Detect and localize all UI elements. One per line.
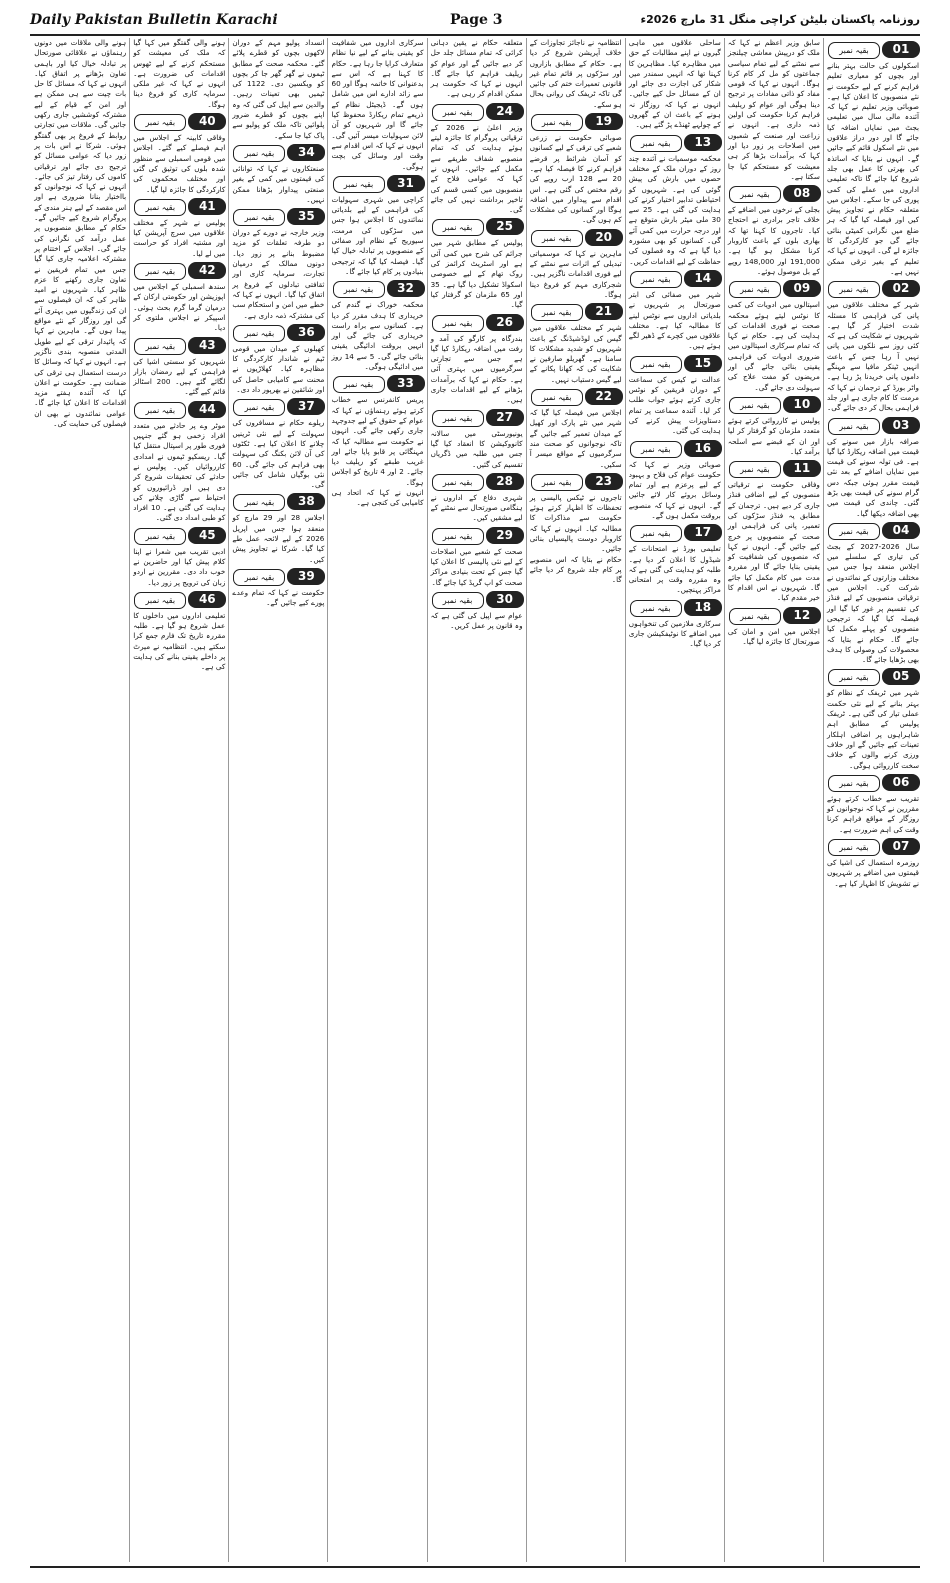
news-text: صنعتکاروں نے کہا کہ توانائی کی قیمتوں میں کمی کے بغیر صنعتی پیداوار بڑھانا ممکن نہیں۔	[232, 163, 325, 204]
continuation-tag	[826, 417, 920, 434]
continuation-number: 11	[783, 460, 821, 477]
news-text: صوبائی حکومت نے زرعی شعبے کی ترقی کے لیے کسانوں کو آسان شرائط پر قرضے فراہم کرنے کا فیصلہ کیا ہے۔ 20 سے 128 ارب روپے کی رقم مختص کی گئی ہے۔ اس اقدام سے پیداوار میں اضافہ ہوگا اور کسانوں کی مشکلات کم ہوں گی۔	[529, 133, 622, 225]
continuation-number: 34	[287, 144, 325, 161]
continuation-number: 05	[882, 668, 920, 685]
continuation-number: 45	[188, 527, 226, 544]
continuation-tag	[430, 473, 524, 490]
news-text: شہری دفاع کے اداروں نے ہنگامی صورتحال سے نمٹنے کے لیے مشقیں کیں۔	[430, 492, 523, 523]
continuation-number: 33	[387, 375, 425, 392]
news-column	[628, 38, 722, 1562]
continuation-tag	[529, 473, 623, 490]
news-text: صوبائی وزیر نے کہا کہ حکومت عوام کی فلاح و بہبود کے لیے پرعزم ہے اور تمام وسائل بروئے کار لائے جائیں گے۔ انہوں نے کہا کہ منصوبے بروقت مکمل ہوں گے۔	[628, 459, 721, 520]
news-text: سال 2026-2027 کے بجٹ کی تیاری کے سلسلے میں اجلاس منعقد ہوا جس میں مختلف وزارتوں کے نمائندوں نے شرکت کی۔ اجلاس میں ترقیاتی منصوبوں کے لیے فنڈز کی تقسیم پر غور کیا گیا اور فیصلہ کیا گیا کہ ترجیحی منصوبوں کو پہلے مکمل کیا جائے گا۔ حکام نے بتایا کہ محصولات کی وصولی کا ہدف بھی بڑھایا جائے گا۔	[827, 541, 919, 665]
continuation-number: 14	[684, 270, 722, 287]
continuation-label: بقیہ نمبر	[828, 523, 880, 540]
continuation-tag	[430, 314, 524, 331]
continuation-tag	[628, 440, 722, 457]
continuation-label: بقیہ نمبر	[233, 145, 285, 162]
continuation-label: بقیہ نمبر	[233, 399, 285, 416]
news-text: صرافہ بازار میں سونے کی قیمت میں اضافہ ریکارڈ کیا گیا ہے۔ فی تولہ سونے کی قیمت میں نمایاں اضافے کے بعد نئی قیمت مقرر ہوئی جبکہ دس گرام سونے کی قیمت بھی بڑھ گئی۔ چاندی کی قیمت میں بھی اضافہ دیکھا گیا۔	[827, 436, 919, 518]
page-number: Page 3	[450, 12, 503, 28]
news-text: متعلقہ حکام نے یقین دہانی کرائی کہ تمام مسائل جلد حل کر دیے جائیں گے اور عوام کو ریلیف فراہم کیا جائے گا۔ انہوں نے کہا کہ حکومت ہر ممکن اقدام کر رہی ہے۔	[430, 38, 523, 99]
continuation-number: 36	[287, 324, 325, 341]
continuation-number: 28	[486, 473, 524, 490]
news-text: بندرگاہ پر کارگو کی آمد و رفت میں اضافہ ریکارڈ کیا گیا ہے جس سے تجارتی سرگرمیوں میں بہتری آئی ہے۔ حکام نے کہا کہ برآمدات بڑھانے کے لیے اقدامات جاری ہیں۔	[430, 333, 523, 405]
continuation-label: بقیہ نمبر	[828, 418, 880, 435]
news-text: حکام نے بتایا کہ اس منصوبے پر کام جلد شروع کر دیا جائے گا۔	[529, 554, 622, 585]
continuation-label: بقیہ نمبر	[432, 592, 484, 609]
news-text: موٹر وے پر حادثے میں متعدد افراد زخمی ہو گئے جنہیں فوری طور پر اسپتال منتقل کیا گیا۔ ریسکیو ٹیموں نے امدادی کارروائیاں کیں۔ پولیس نے حادثے کی تحقیقات شروع کر دی ہیں اور ڈرائیوروں کو احتیاط سے گاڑی چلانے کی ہدایت کی گئی ہے۔ 10 افراد کو طبی امداد دی گئی۔	[133, 420, 226, 523]
continuation-tag	[430, 218, 524, 235]
continuation-label: بقیہ نمبر	[432, 474, 484, 491]
news-text: شہر میں ٹریفک کے نظام کو بہتر بنانے کے لیے نئی حکمت عملی تیار کی گئی ہے۔ ٹریفک پولیس کے مطابق اہم شاہراہوں پر اضافی اہلکار تعینات کیے جائیں گے اور خلاف ورزی کرنے والوں کے خلاف سخت کارروائی ہوگی۔	[827, 688, 919, 770]
continuation-tag	[132, 401, 226, 418]
news-text: سابق وزیر اعظم نے کہا کہ ملک کو درپیش معاشی چیلنجز سے نمٹنے کے لیے تمام سیاسی جماعتوں کو مل کر کام کرنا ہوگا۔ انہوں نے کہا کہ قومی مفاد کو ذاتی مفادات پر ترجیح دینا ہوگی اور عوام کو ریلیف فراہم کرنا حکومت کی اولین ذمہ داری ہے۔ انہوں نے زراعت اور صنعت کے شعبوں میں اصلاحات پر زور دیا اور کہا کہ برآمدات بڑھا کر ہی معیشت کو مستحکم کیا جا سکتا ہے۔	[727, 38, 820, 181]
news-column	[727, 38, 821, 1562]
continuation-label: بقیہ نمبر	[432, 410, 484, 427]
news-text: وزیر اعلیٰ نے 2026 کے ترقیاتی پروگرام کا جائزہ لیتے ہوئے ہدایت کی کہ تمام منصوبے شفاف طریقے سے مکمل کیے جائیں۔ انہوں نے کہا کہ عوامی فلاح کے منصوبوں میں کسی قسم کی تاخیر برداشت نہیں کی جائے گی۔	[430, 122, 523, 215]
news-text: عدالت نے کیس کی سماعت کے دوران فریقین کو نوٹس جاری کرتے ہوئے جواب طلب کر لیا۔ آئندہ سماعت پر تمام دستاویزات پیش کرنے کی ہدایت کی گئی۔	[628, 374, 721, 436]
continuation-tag	[231, 208, 325, 225]
continuation-label: بقیہ نمبر	[134, 592, 186, 609]
continuation-number: 12	[783, 607, 821, 624]
continuation-tag	[430, 527, 524, 544]
continuation-tag	[529, 229, 623, 246]
news-text: یونیورسٹی میں سالانہ کانووکیشن کا انعقاد کیا گیا جس میں طلبہ میں ڈگریاں تقسیم کی گئیں۔	[430, 428, 523, 469]
column-divider	[724, 38, 725, 1562]
news-text: پولیس کے مطابق شہر میں جرائم کی شرح میں کمی آئی ہے اور اسٹریٹ کرائمز کی روک تھام کے لیے خصوصی اسکواڈ تشکیل دیا گیا ہے۔ 35 اور 65 ملزمان کو گرفتار کیا گیا۔	[430, 238, 523, 310]
continuation-number: 15	[684, 355, 722, 372]
news-text: سرکاری اداروں میں شفافیت کو یقینی بنانے کے لیے نیا نظام متعارف کرایا جا رہا ہے۔ حکام کا کہنا ہے کہ اس سے بدعنوانی کا خاتمہ ہوگا اور 60 سے زائد ادارے اس میں شامل ہوں گے۔ ڈیجیٹل نظام کے ذریعے تمام ریکارڈ محفوظ کیا جائے گا اور شہریوں کو آن لائن سہولیات میسر آئیں گی۔ انہوں نے کہا کہ اس اقدام سے وقت اور وسائل کی بچت ہوگی۔	[331, 38, 424, 171]
continuation-label: بقیہ نمبر	[333, 176, 385, 193]
continuation-number: 42	[188, 262, 226, 279]
continuation-tag	[231, 493, 325, 510]
continuation-label: بقیہ نمبر	[233, 569, 285, 586]
news-text: کھیلوں کے میدان میں قومی ٹیم نے شاندار کارکردگی کا مظاہرہ کیا۔ کھلاڑیوں نے محنت سے کامیابی حاصل کی اور شائقین نے بھرپور داد دی۔	[232, 343, 325, 395]
continuation-label: بقیہ نمبر	[134, 402, 186, 419]
continuation-tag	[231, 144, 325, 161]
continuation-tag	[132, 591, 226, 608]
continuation-tag	[430, 103, 524, 120]
continuation-number: 25	[486, 218, 524, 235]
continuation-number: 30	[486, 591, 524, 608]
news-text: اسپتالوں میں ادویات کی کمی کا نوٹس لیتے ہوئے محکمہ صحت نے فوری اقدامات کی ہدایت کی ہے۔ حکام نے کہا کہ تمام سرکاری اسپتالوں میں ضروری ادویات کی فراہمی یقینی بنائی جائے گی اور مریضوں کو مفت علاج کی سہولت دی جائے گی۔	[727, 300, 820, 392]
continuation-number: 06	[882, 774, 920, 791]
continuation-tag	[132, 198, 226, 215]
continuation-label: بقیہ نمبر	[134, 263, 186, 280]
continuation-number: 08	[783, 185, 821, 202]
news-text: تعلیمی بورڈ نے امتحانات کے شیڈول کا اعلان کر دیا ہے۔ طلبہ کو ہدایت کی گئی ہے کہ وہ مقررہ وقت پر امتحانی مراکز پہنچیں۔	[628, 544, 721, 595]
news-text: انہوں نے کہا کہ اتحاد ہی کامیابی کی کنجی ہے۔	[331, 487, 424, 508]
continuation-number: 22	[585, 388, 623, 405]
news-column	[33, 38, 127, 1562]
continuation-label: بقیہ نمبر	[630, 600, 682, 617]
continuation-number: 16	[684, 440, 722, 457]
continuation-tag	[628, 524, 722, 541]
continuation-tag	[727, 185, 821, 202]
continuation-tag	[628, 134, 722, 151]
continuation-tag	[529, 113, 623, 130]
continuation-label: بقیہ نمبر	[432, 104, 484, 121]
continuation-label: بقیہ نمبر	[531, 230, 583, 247]
column-divider	[327, 38, 328, 1562]
continuation-label: بقیہ نمبر	[531, 114, 583, 131]
continuation-label: بقیہ نمبر	[828, 42, 880, 59]
news-text: ادبی تقریب میں شعرا نے اپنا کلام پیش کیا اور حاضرین نے خوب داد دی۔ مقررین نے اردو زبان کی ترویج پر زور دیا۔	[133, 546, 226, 587]
continuation-number: 23	[585, 473, 623, 490]
continuation-number: 41	[188, 198, 226, 215]
continuation-tag	[826, 41, 920, 58]
continuation-label: بقیہ نمبر	[729, 461, 781, 478]
continuation-label: بقیہ نمبر	[828, 281, 880, 298]
news-column	[132, 38, 226, 1562]
continuation-number: 29	[486, 527, 524, 544]
continuation-number: 44	[188, 401, 226, 418]
continuation-tag	[132, 262, 226, 279]
continuation-tag	[430, 409, 524, 426]
continuation-label: بقیہ نمبر	[333, 376, 385, 393]
continuation-tag	[430, 591, 524, 608]
continuation-label: بقیہ نمبر	[828, 669, 880, 686]
continuation-number: 17	[684, 524, 722, 541]
continuation-tag	[727, 396, 821, 413]
top-rule	[30, 34, 920, 36]
news-text: وفاقی کابینہ کے اجلاس میں اہم فیصلے کیے گئے۔ اجلاس میں قومی اسمبلی سے منظور شدہ بلوں کی توثیق کی گئی اور مختلف محکموں کی کارکردگی کا جائزہ لیا گیا۔	[133, 133, 226, 194]
news-text: ساحلی علاقوں میں ماہی گیروں نے اپنے مطالبات کے حق میں مظاہرہ کیا۔ مظاہرین کا کہنا تھا کہ انہیں سمندر میں شکار کی اجازت دی جائے اور ان کے مسائل حل کیے جائیں۔ انہوں نے کہا کہ روزگار نہ ہونے کے باعث ان کے گھروں کے چولہے ٹھنڈے پڑ گئے ہیں۔	[628, 38, 721, 130]
news-text: اسکولوں کی حالت بہتر بنانے اور بچوں کو معیاری تعلیم فراہم کرنے کے لیے حکومت نے نئے منصوبوں کا اعلان کیا ہے۔ صوبائی وزیر تعلیم نے کہا کہ آئندہ مالی سال میں تعلیمی بجٹ میں نمایاں اضافہ کیا جائے گا اور دور دراز علاقوں میں نئے اسکول قائم کیے جائیں گے۔ انہوں نے بتایا کہ اساتذہ کی بھرتی کا عمل بھی جلد شروع کیا جائے گا تاکہ تعلیمی اداروں میں عملے کی کمی پوری کی جا سکے۔ اجلاس میں متعلقہ حکام نے تجاویز پیش کیں اور فیصلہ کیا گیا کہ ہر ضلع میں نگرانی کمیٹی بنائی جائے گی جو کارکردگی کا جائزہ لے گی۔ انہوں نے کہا کہ تعلیم کے بغیر ترقی ممکن نہیں ہے۔	[827, 61, 919, 276]
continuation-number: 46	[188, 591, 226, 608]
column-divider	[129, 38, 130, 1562]
continuation-label: بقیہ نمبر	[134, 199, 186, 216]
continuation-label: بقیہ نمبر	[630, 525, 682, 542]
news-text: روزمرہ استعمال کی اشیا کی قیمتوں میں اضافے پر شہریوں نے تشویش کا اظہار کیا ہے۔	[827, 858, 919, 888]
continuation-tag	[826, 280, 920, 297]
continuation-label: بقیہ نمبر	[432, 219, 484, 236]
continuation-tag	[628, 355, 722, 372]
news-text: ماہرین نے کہا کہ موسمیاتی تبدیلی کے اثرات سے نمٹنے کے لیے فوری اقدامات ناگزیر ہیں۔ شجرکاری مہم کو فروغ دینا ہوگا۔	[529, 248, 622, 299]
continuation-number: 04	[882, 522, 920, 539]
news-text: شہریوں کو سستی اشیا کی فراہمی کے لیے رمضان بازار لگائے گئے ہیں۔ 200 اسٹالز قائم کیے گئے۔	[133, 356, 226, 397]
continuation-number: 38	[287, 493, 325, 510]
continuation-label: بقیہ نمبر	[134, 338, 186, 355]
news-text: تعلیمی اداروں میں داخلوں کا عمل شروع ہو گیا ہے۔ طلبہ مقررہ تاریخ تک فارم جمع کرا سکتے ہیں۔ انتظامیہ نے میرٹ پر داخلے یقینی بنانے کی ہدایت کی ہے۔	[133, 610, 226, 672]
continuation-label: بقیہ نمبر	[729, 281, 781, 298]
continuation-label: بقیہ نمبر	[432, 528, 484, 545]
news-text: سندھ اسمبلی کے اجلاس میں اپوزیشن اور حکومتی ارکان کے درمیان گرما گرم بحث ہوئی۔ اسپیکر نے اجلاس ملتوی کر دیا۔	[133, 282, 226, 333]
continuation-tag	[628, 270, 722, 287]
continuation-tag	[826, 774, 920, 791]
column-divider	[427, 38, 428, 1562]
continuation-tag	[727, 460, 821, 477]
continuation-tag	[727, 607, 821, 624]
continuation-tag	[529, 303, 623, 320]
continuation-number: 20	[585, 229, 623, 246]
continuation-number: 35	[287, 208, 325, 225]
news-text: پولیس نے شہر کے مختلف علاقوں میں سرچ آپریشن کیا اور مشتبہ افراد کو حراست میں لے لیا۔	[133, 217, 226, 258]
news-text: انسداد پولیو مہم کے دوران لاکھوں بچوں کو قطرے پلائے گئے۔ محکمہ صحت کے مطابق ٹیموں نے گھر گھر جا کر بچوں کو ویکسین دی۔ 1122 کی ٹیمیں بھی تعینات رہیں۔ والدین سے اپیل کی گئی کہ وہ اپنے بچوں کو قطرے ضرور پلوائیں تاکہ ملک کو پولیو سے پاک کیا جا سکے۔	[232, 38, 325, 140]
continuation-tag	[331, 375, 425, 392]
continuation-number: 03	[882, 417, 920, 434]
news-column	[826, 38, 920, 1562]
news-text: شہر میں صفائی کی ابتر صورتحال پر شہریوں نے بلدیاتی اداروں سے نوٹس لینے کا مطالبہ کیا ہے۔ مختلف علاقوں میں کچرے کے ڈھیر لگے ہوئے ہیں۔	[628, 289, 721, 351]
continuation-tag	[231, 324, 325, 341]
column-divider	[228, 38, 229, 1562]
masthead	[30, 12, 920, 34]
continuation-label: بقیہ نمبر	[531, 474, 583, 491]
news-text: تاجروں نے ٹیکس پالیسی پر تحفظات کا اظہار کرتے ہوئے حکومت سے مذاکرات کا مطالبہ کیا۔ انہوں نے کہا کہ کاروبار دوست پالیسیاں بنائی جائیں۔	[529, 492, 622, 554]
continuation-number: 18	[684, 599, 722, 616]
continuation-tag	[132, 337, 226, 354]
continuation-tag	[132, 527, 226, 544]
news-column	[529, 38, 623, 1562]
continuation-label: بقیہ نمبر	[729, 186, 781, 203]
continuation-number: 21	[585, 303, 623, 320]
news-column	[331, 38, 425, 1562]
continuation-number: 24	[486, 103, 524, 120]
news-column	[231, 38, 325, 1562]
continuation-number: 32	[387, 280, 425, 297]
continuation-label: بقیہ نمبر	[729, 397, 781, 414]
continuation-label: بقیہ نمبر	[233, 325, 285, 342]
news-text: محکمہ موسمیات نے آئندہ چند روز کے دوران ملک کے مختلف حصوں میں بارش کی پیش گوئی کی ہے۔ شہریوں کو احتیاطی تدابیر اختیار کرنے کی ہدایت کی گئی ہے۔ 25 سے 30 ملی میٹر بارش متوقع ہے اور درجہ حرارت میں کمی آئے گی۔ کسانوں کو بھی مشورہ دیا گیا ہے کہ وہ فصلوں کی حفاظت کے لیے اقدامات کریں۔	[628, 153, 721, 266]
continuation-label: بقیہ نمبر	[233, 209, 285, 226]
continuation-tag	[231, 568, 325, 585]
continuation-label: بقیہ نمبر	[630, 356, 682, 373]
continuation-label: بقیہ نمبر	[828, 775, 880, 792]
news-text: شہر کے مختلف علاقوں میں پانی کی فراہمی کا مسئلہ شدت اختیار کر گیا ہے۔ شہریوں نے شکایت کی ہے کہ کئی روز سے نلکوں میں پانی نہیں آ رہا جس کے باعث انہیں ٹینکر مافیا سے مہنگے داموں پانی خریدنا پڑ رہا ہے۔ واٹر بورڈ کے ترجمان نے کہا کہ مرمت کا کام جاری ہے اور جلد فراہمی بحال کر دی جائے گی۔	[827, 300, 919, 413]
news-text: اجلاس میں امن و امان کی صورتحال کا جائزہ لیا گیا۔	[727, 626, 820, 646]
news-text: پولیس نے کارروائی کرتے ہوئے متعدد ملزمان کو گرفتار کر لیا اور ان کے قبضے سے اسلحہ برآمد کیا۔	[727, 415, 820, 456]
continuation-tag	[331, 175, 425, 192]
news-text: انتظامیہ نے ناجائز تجاوزات کے خلاف آپریشن شروع کر دیا ہے۔ حکام کے مطابق بازاروں اور سڑکوں پر قائم تمام غیر قانونی تعمیرات ختم کی جائیں گی تاکہ ٹریفک کی روانی بحال ہو سکے۔	[529, 38, 622, 109]
continuation-label: بقیہ نمبر	[630, 441, 682, 458]
continuation-number: 31	[387, 175, 425, 192]
news-text: ریلوے حکام نے مسافروں کی سہولت کے لیے نئی ٹرینیں چلانے کا اعلان کیا ہے۔ ٹکٹوں کی آن لائن بکنگ کی سہولت بھی فراہم کی جائے گی۔ 60 نئی بوگیاں شامل کی جائیں گی۔	[232, 418, 325, 490]
bottom-rule	[30, 1566, 920, 1568]
news-text: اجلاس 28 اور 29 مارچ کو منعقد ہوا جس میں اپریل 2026 کے لیے لائحہ عمل طے کیا گیا۔ شرکا نے تجاویز پیش کیں۔	[232, 513, 325, 564]
news-text: شہر کے مختلف علاقوں میں گیس کی لوڈشیڈنگ کے باعث شہریوں کو شدید مشکلات کا سامنا ہے۔ گھریلو صارفین نے شکایت کی کہ کھانا پکانے کے لیے گیس دستیاب نہیں۔	[529, 323, 622, 384]
continuation-number: 09	[783, 280, 821, 297]
news-text: ہونے والی گفتگو میں کہا گیا کہ ملک کی معیشت کو مستحکم کرنے کے لیے ٹھوس اقدامات کی ضرورت ہے۔ انہوں نے کہا کہ غیر ملکی سرمایہ کاری کو فروغ دینا ہوگا۔	[133, 38, 226, 109]
news-text: صحت کے شعبے میں اصلاحات کے لیے نئی پالیسی کا اعلان کیا گیا جس کے تحت بنیادی مراکز صحت کو اپ گریڈ کیا جائے گا۔	[430, 546, 523, 587]
continuation-label: بقیہ نمبر	[630, 271, 682, 288]
continuation-label: بقیہ نمبر	[333, 281, 385, 298]
news-text: اجلاس میں فیصلہ کیا گیا کہ شہر میں نئے پارک اور کھیل کے میدان تعمیر کیے جائیں گے تاکہ نوجوانوں کو صحت مند سرگرمیوں کے مواقع میسر آ سکیں۔	[529, 408, 622, 469]
news-text: سرکاری ملازمین کی تنخواہوں میں اضافے کا نوٹیفکیشن جاری کر دیا گیا۔	[628, 618, 721, 649]
continuation-tag	[529, 388, 623, 405]
news-text: وفاقی حکومت نے ترقیاتی منصوبوں کے لیے اضافی فنڈز جاری کر دیے ہیں۔ ترجمان کے مطابق یہ فنڈز سڑکوں کی تعمیر، پانی کی فراہمی اور صحت کے منصوبوں پر خرچ کیے جائیں گے۔ انہوں نے کہا کہ منصوبوں کی شفافیت کو یقینی بنایا جائے گا اور مقررہ مدت میں کام مکمل کیا جائے گا۔ شہریوں نے اس اقدام کا خیر مقدم کیا۔	[727, 480, 820, 603]
continuation-tag	[132, 113, 226, 130]
continuation-label: بقیہ نمبر	[531, 389, 583, 406]
continuation-label: بقیہ نمبر	[432, 315, 484, 332]
column-divider	[526, 38, 527, 1562]
masthead-title-urdu: روزنامہ پاکستان بلیٹن کراچی منگل 31 مارچ 2026ء	[640, 13, 920, 26]
continuation-number: 07	[882, 838, 920, 855]
continuation-label: بقیہ نمبر	[134, 528, 186, 545]
continuation-number: 40	[188, 113, 226, 130]
continuation-number: 02	[882, 280, 920, 297]
continuation-label: بقیہ نمبر	[828, 839, 880, 856]
continuation-tag	[826, 522, 920, 539]
continuation-tag	[628, 599, 722, 616]
continuation-label: بقیہ نمبر	[729, 608, 781, 625]
news-text: حکومت نے کہا کہ تمام وعدے پورے کیے جائیں گے۔	[232, 587, 325, 608]
continuation-tag	[826, 668, 920, 685]
news-text: کراچی میں شہری سہولیات کی فراہمی کے لیے بلدیاتی نمائندوں کا اجلاس ہوا جس میں سڑکوں کی مرمت، سیوریج کے نظام اور صفائی کے منصوبوں پر تبادلہ خیال کیا گیا۔ فیصلہ کیا گیا کہ ترجیحی بنیادوں پر کام کیا جائے گا۔	[331, 194, 424, 276]
column-divider	[823, 38, 824, 1562]
continuation-number: 10	[783, 396, 821, 413]
continuation-label: بقیہ نمبر	[134, 114, 186, 131]
continuation-number: 01	[882, 41, 920, 58]
continuation-number: 19	[585, 113, 623, 130]
news-text: بجلی کے نرخوں میں اضافے کے خلاف تاجر برادری نے احتجاج کیا۔ تاجروں کا کہنا تھا کہ بھاری بلوں کے باعث کاروبار کرنا مشکل ہو گیا ہے۔ 191,000 اور 148,000 روپے کے بل موصول ہوئے۔	[727, 205, 820, 276]
continuation-label: بقیہ نمبر	[630, 135, 682, 152]
column-divider	[625, 38, 626, 1562]
news-text: ہونے والی ملاقات میں دونوں رہنماؤں نے علاقائی صورتحال پر تبادلہ خیال کیا اور باہمی تعاون بڑھانے پر اتفاق کیا۔ انہوں نے کہا کہ مسائل کا حل بات چیت سے ہی ممکن ہے اور امن کے قیام کے لیے مشترکہ کوششیں جاری رکھی جائیں گی۔ ملاقات میں تجارتی روابط کے فروغ پر بھی گفتگو ہوئی۔ شرکا نے اس بات پر زور دیا کہ عوامی مسائل کو ترجیح دی جائے اور ترقیاتی کاموں کی رفتار تیز کی جائے۔ انہوں نے کہا کہ نوجوانوں کو بااختیار بنانا ضروری ہے اور اس مقصد کے لیے ہنر مندی کے پروگرام شروع کیے جائیں گے۔ حکام کے مطابق منصوبوں پر عمل درآمد کی نگرانی کی جائے گی۔ اجلاس کے اختتام پر مشترکہ اعلامیہ جاری کیا گیا جس میں تمام فریقین نے تعاون جاری رکھنے کا عزم ظاہر کیا۔ شہریوں نے امید ظاہر کی کہ ان فیصلوں سے ان کی زندگیوں میں بہتری آئے گی اور روزگار کے نئے مواقع پیدا ہوں گے۔ ماہرین نے کہا کہ پائیدار ترقی کے لیے طویل المدتی منصوبہ بندی ناگزیر ہے۔ انہوں نے کہا کہ وسائل کا درست استعمال ہی ترقی کی ضمانت ہے۔ حکومت نے اعلان کیا کہ آئندہ ہفتے مزید اقدامات کا اعلان کیا جائے گا۔ عوامی نمائندوں نے بھی ان فیصلوں کی حمایت کی۔	[34, 38, 127, 428]
continuation-number: 37	[287, 398, 325, 415]
continuation-tag	[826, 838, 920, 855]
news-text: تقریب سے خطاب کرتے ہوئے مقررین نے کہا کہ نوجوانوں کو روزگار کے مواقع فراہم کرنا وقت کی اہم ضرورت ہے۔	[827, 793, 919, 834]
news-text: پریس کانفرنس سے خطاب کرتے ہوئے رہنماؤں نے کہا کہ عوام کے حقوق کے لیے جدوجہد جاری رکھی جائے گی۔ انہوں نے حکومت سے مطالبہ کیا کہ مہنگائی پر قابو پایا جائے اور غریب طبقے کو ریلیف دیا جائے۔ 2 اور 4 تاریخ کو اجلاس ہوگا۔	[331, 395, 424, 487]
continuation-tag	[331, 280, 425, 297]
news-column	[430, 38, 524, 1562]
continuation-number: 13	[684, 134, 722, 151]
continuation-number: 39	[287, 568, 325, 585]
continuation-number: 43	[188, 337, 226, 354]
masthead-title-english: Daily Pakistan Bulletin Karachi	[30, 12, 278, 28]
news-text: محکمہ خوراک نے گندم کی خریداری کا ہدف مقرر کر دیا ہے۔ کسانوں سے براہ راست خریداری کی جائے گی اور انہیں بروقت ادائیگی یقینی بنائی جائے گی۔ 5 سے 14 روز میں ادائیگی ہوگی۔	[331, 300, 424, 372]
news-text: وزیر خارجہ نے دورے کے دوران دو طرفہ تعلقات کو مزید مضبوط بنانے پر زور دیا۔ دونوں ممالک کے درمیان تجارت، سرمایہ کاری اور ثقافتی تبادلوں کے فروغ پر اتفاق کیا گیا۔ انہوں نے کہا کہ خطے میں امن و استحکام سب کی مشترکہ ذمہ داری ہے۔	[232, 228, 325, 320]
continuation-number: 27	[486, 409, 524, 426]
continuation-number: 26	[486, 314, 524, 331]
news-text: عوام سے اپیل کی گئی ہے کہ وہ قانون پر عمل کریں۔	[430, 610, 523, 631]
continuation-tag	[231, 398, 325, 415]
continuation-label: بقیہ نمبر	[531, 304, 583, 321]
continuation-label: بقیہ نمبر	[233, 494, 285, 511]
continuation-tag	[727, 280, 821, 297]
